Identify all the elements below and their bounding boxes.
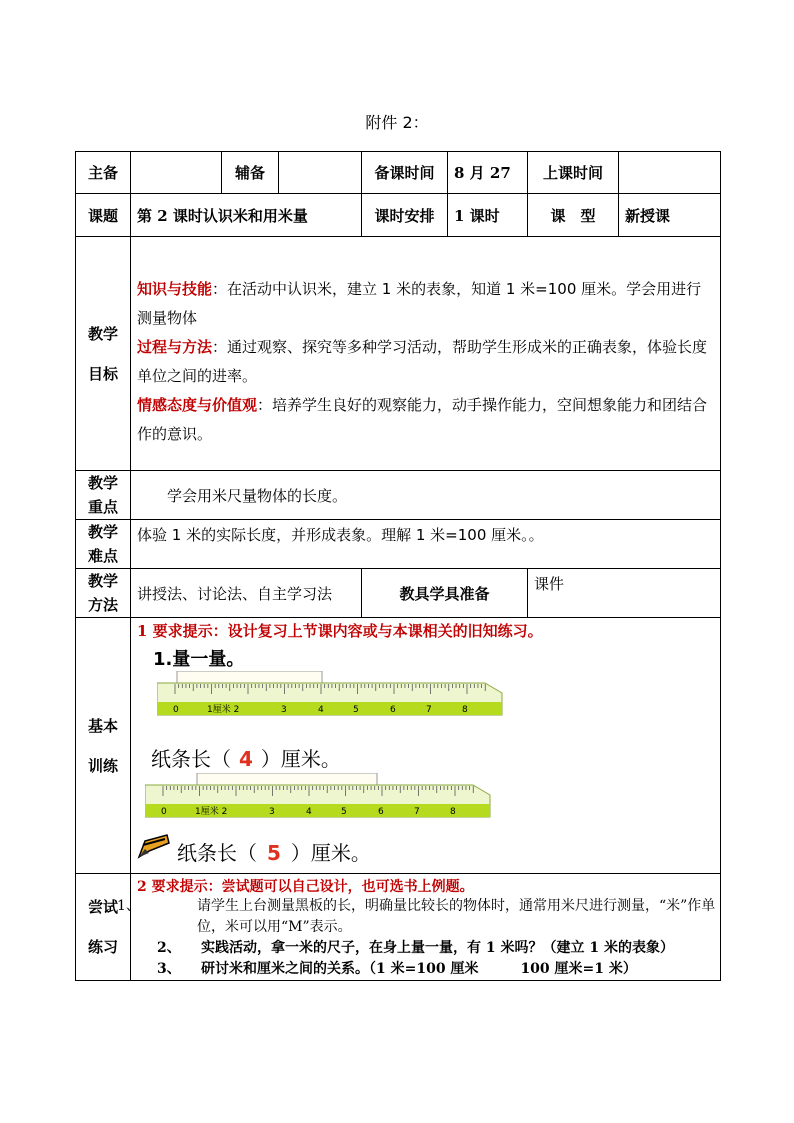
prep-value: 课件 (528, 569, 721, 618)
question-2: 纸条长（ 5 ）厘米。 (177, 841, 371, 865)
focus-label: 教学 重点 (76, 471, 131, 520)
method-row (76, 569, 721, 618)
topic-label: 课题 (76, 194, 131, 237)
ruler-exercise (137, 641, 714, 873)
goals-row (76, 237, 721, 471)
method-text: 讲授法、讨论法、自主学习法 (131, 569, 362, 618)
lesson-plan-table (75, 151, 721, 981)
method-label: 教学 方法 (76, 569, 131, 618)
ruler-1 (157, 671, 537, 731)
basic-label: 基本 训练 (76, 618, 131, 874)
pencil-icon (137, 831, 171, 861)
question-1: 纸条长（ 4 ）厘米。 (151, 747, 341, 771)
topic-value: 第 2 课时认识米和用米量 (131, 194, 362, 237)
answer-2: 5 (267, 841, 281, 865)
focus-text: 学会用米尺量物体的长度。 (131, 471, 721, 520)
zhubei-label: 主备 (76, 152, 131, 194)
beike-value: 8 月 27 (448, 152, 528, 194)
tick-label: 3 (269, 807, 275, 817)
tick-label: 7 (426, 705, 432, 715)
beike-label: 备课时间 (362, 152, 448, 194)
tick-label: 8 (462, 705, 468, 715)
ruler-2 (145, 773, 525, 833)
tick-label: 7 (414, 807, 420, 817)
difficulty-label: 教学 难点 (76, 520, 131, 569)
trial-content (117, 874, 721, 981)
basic-content (131, 618, 721, 874)
zhubei-value (131, 152, 222, 194)
answer-1: 4 (239, 747, 253, 771)
trial-hint: 2 要求提示：尝试题可以自己设计，也可选书上例题。 (137, 879, 474, 895)
arrange-label: 课时安排 (362, 194, 448, 237)
shangke-value (619, 152, 721, 194)
trial-item-3: 3、 研讨米和厘米之间的关系。（1 米=100 厘米 100 厘米=1 米） (157, 961, 637, 977)
exercise-title: 1.量一量。 (153, 649, 245, 670)
focus-row (76, 471, 721, 520)
shangke-label: 上课时间 (528, 152, 619, 194)
tick-label: 4 (306, 807, 312, 817)
trial-item-1: 1、 请学生上台测量黑板的长，明确量比较长的物体时，通常用米尺进行测量，“米”作单位，米可以用“M”表示。 (117, 898, 716, 935)
goal-knowledge: 知识与技能：在活动中认识米，建立 1 米的表象，知道 1 米=100 厘米。学会用进行测量物体 (137, 280, 702, 327)
prep-label: 教具学具准备 (362, 569, 528, 618)
fubei-value (279, 152, 362, 194)
arrange-value: 1 课时 (448, 194, 528, 237)
difficulty-text: 体验 1 米的实际长度，并形成表象。理解 1 米=100 厘米。。 (131, 520, 721, 569)
tick-label: 1厘米 2 (207, 705, 240, 715)
goals-label: 教学 目标 (76, 237, 131, 471)
goal-process: 过程与方法：通过观察、探究等多种学习活动，帮助学生形成米的正确表象，体验长度单位之间的进率。 (137, 338, 708, 385)
type-label: 课 型 (528, 194, 619, 237)
topic-row (76, 194, 721, 237)
type-value: 新授课 (619, 194, 721, 237)
fubei-label: 辅备 (222, 152, 279, 194)
tick-label: 3 (281, 705, 287, 715)
basic-hint: 1 要求提示：设计复习上节课内容或与本课相关的旧知练习。 (137, 622, 543, 640)
trial-label: 尝试 练习 (76, 874, 131, 981)
tick-label: 4 (318, 705, 324, 715)
trial-row (76, 874, 721, 981)
goal-emotion: 情感态度与价值观：培养学生良好的观察能力，动手操作能力，空间想象能力和团结合作的意识。 (137, 396, 708, 443)
tick-label: 6 (390, 705, 396, 715)
header-row (76, 152, 721, 194)
basic-row (76, 618, 721, 874)
difficulty-row (76, 520, 721, 569)
tick-label: 5 (341, 807, 347, 817)
tick-label: 8 (450, 807, 456, 817)
tick-label: 0 (161, 807, 167, 817)
attachment-label: 附件 2： (365, 113, 429, 132)
trial-item-2: 2、 实践活动，拿一米的尺子，在身上量一量，有 1 米吗？（建立 1 米的表象） (157, 940, 674, 956)
goals-content (131, 237, 721, 471)
tick-label: 6 (378, 807, 384, 817)
tick-label: 0 (173, 705, 179, 715)
tick-label: 1厘米 2 (195, 807, 228, 817)
tick-label: 5 (353, 705, 359, 715)
